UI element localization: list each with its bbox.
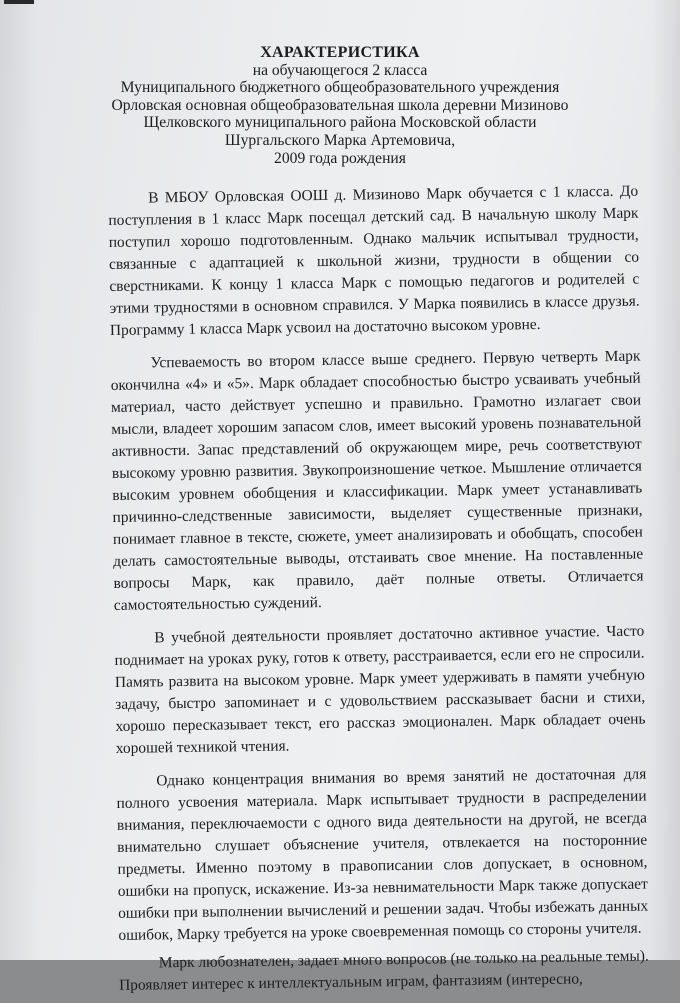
paragraph-curiosity: Марк любознателен, задает много вопросов (не только на реальные темы). Проявляет интерес к интеллектуальным играм, фантазиям (интересно, [119, 947, 649, 994]
header-line-school: Орловская основная общеобразовательная школа деревни Мизиново [111, 96, 569, 114]
header-line-institution: Муниципального бюджетного общеобразовательного учреждения [120, 79, 560, 97]
document-body [108, 181, 649, 1003]
header-line-district: Щелковского муниципального района Московской области [143, 114, 537, 132]
document-header [0, 44, 680, 167]
header-line-grade: на обучающегося 2 класса [252, 61, 428, 79]
paragraph-intro: В МБОУ Орловская ООШ д. Мизиново Марк обучается с 1 класса. До поступления в 1 класс Марк посещал детский сад. В начальную школу Марк поступил хорошо подготовленным. Однако мальчик испытывал трудности, связанные с адаптацией к школьной жизни, трудности в общении со сверстниками. К концу 1 класса Марк с помощью педагогов и родителей с этими трудностями в основном справился. У Марка появились в классе друзья. Программу 1 класса Марк усвоил на достаточно высоком уровне. [108, 182, 640, 339]
top-edge-mark [4, 0, 34, 4]
document-title: ХАРАКТЕРИСТИКА [260, 44, 420, 61]
header-line-student-name: Шургальского Марка Артемовича, [224, 131, 456, 149]
paragraph-performance: Успеваемость во втором классе выше среднего. Первую четверть Марк окончилна «4» и «5». Марк обладает способностью быстро усваивать учебный материал, часто действует успешно и правильно. Грамотно излагает свои мысли, владеет хорошим запасом слов, имеет высокий уровень познавательной активности. Запас представлений об окружающем мире, речь соответствуют высокому уровню развития. Звукопроизношение четкое. Мышление отличается высоким уровнем обобщения и классификации. Марк умеет устанавливать причинно-следственные зависимости, выделяет существенные признаки, понимает главное в тексте, сюжете, умеет анализировать и обобщать, способен делать самостоятельные выводы, отстаивать свое мнение. На поставленные вопросы Марк, как правило, даёт полные ответы. Отличается самостоятельностью суждений. [110, 347, 644, 614]
paragraph-activity: В учебной деятельности проявляет достаточно активное участие. Часто поднимает на уроках руку, готов к ответу, расстраивается, если его не спросили. Память развита на высоком уровне. Марк умеет удерживать в памяти учебную задачу, быстро запоминает и с удовольствием рассказывает басни и стихи, хорошо пересказывает текст, его рассказ эмоционален. Марк обладает очень хорошей техникой чтения. [114, 622, 646, 757]
header-line-birth-year: 2009 года рождения [274, 149, 406, 167]
paragraph-attention: Однако концентрация внимания во время занятий не достаточная для полного усвоения материала. Марк испытывает трудности в распределении внимания, переключаемости с одного вида деятельности на другой, не всегда внимательно слушает объяснение учителя, отвлекается на посторонние предметы. Именно поэтому в правописании слов допускает, в основном, ошибки на пропуск, искажение. Из-за невнимательности Марк также допускает ошибки при выполнении вычислений и решении задач. Чтобы избежать данных ошибок, Марку требуется на уроке своевременная помощь со стороны учителя. [116, 765, 649, 944]
